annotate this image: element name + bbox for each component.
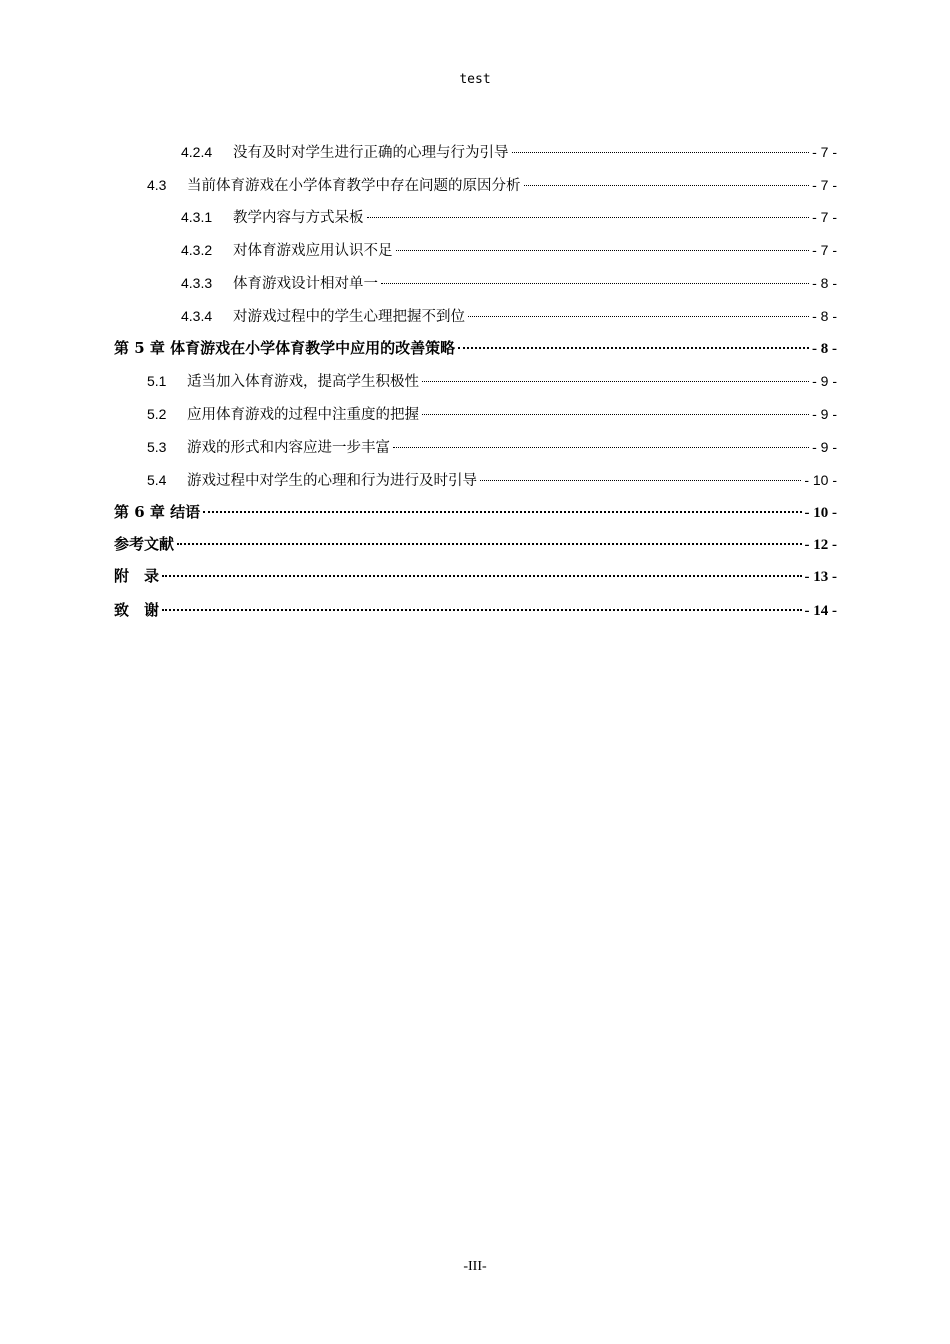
toc-entry-title: 没有及时对学生进行正确的心理与行为引导 <box>233 145 509 161</box>
toc-entry-page: - 9 - <box>812 373 837 389</box>
toc-dot-leader <box>367 217 810 218</box>
toc-entry-title: 第 5 章 体育游戏在小学体育教学中应用的改善策略 <box>114 339 456 357</box>
toc-chapter-entry[interactable] <box>114 565 837 587</box>
toc-chapter-entry[interactable] <box>114 337 837 359</box>
toc-entry[interactable] <box>147 370 837 392</box>
toc-entry[interactable] <box>147 403 837 425</box>
toc-dot-leader <box>162 575 801 577</box>
toc-dot-leader <box>422 381 809 382</box>
page-number: -III- <box>463 1259 487 1274</box>
toc-entry-title: 游戏过程中对学生的心理和行为进行及时引导 <box>187 473 477 489</box>
toc-entry-title: 参考文献 <box>114 535 175 553</box>
toc-entry[interactable] <box>147 469 837 491</box>
toc-dot-leader <box>480 480 801 481</box>
toc-entry-title: 第 6 章 结语 <box>114 503 201 521</box>
toc-dot-leader <box>512 152 810 153</box>
page-header: test <box>459 72 491 87</box>
toc-entry-title: 游戏的形式和内容应进一步丰富 <box>187 440 390 456</box>
toc-entry-page: - 7 - <box>812 144 837 160</box>
toc-entry-page: - 7 - <box>812 209 837 225</box>
toc-chapter-entry[interactable] <box>114 501 837 523</box>
toc-entry[interactable] <box>147 174 837 196</box>
toc-entry[interactable] <box>147 436 837 458</box>
toc-entry-page: - 8 - <box>812 308 837 324</box>
toc-entry-title: 对体育游戏应用认识不足 <box>233 243 393 259</box>
toc-entry-number: 5.1 <box>147 373 167 389</box>
toc-entry-page: - 8 - <box>812 275 837 291</box>
toc-dot-leader <box>393 447 809 448</box>
toc-entry-number: 4.2.4 <box>181 144 213 160</box>
toc-entry-number: 5.2 <box>147 406 167 422</box>
toc-dot-leader <box>162 609 801 611</box>
toc-entry-number: 4.3.4 <box>181 308 213 324</box>
toc-dot-leader <box>177 543 801 545</box>
toc-dot-leader <box>468 316 809 317</box>
toc-entry[interactable] <box>181 206 837 228</box>
toc-entry-number: 5.4 <box>147 472 167 488</box>
toc-entry-title: 体育游戏设计相对单一 <box>233 276 378 292</box>
toc-entry-page: - 13 - <box>804 569 837 585</box>
toc-chapter-entry[interactable] <box>114 533 837 555</box>
toc-entry[interactable] <box>181 272 837 294</box>
toc-entry-page: - 7 - <box>812 177 837 193</box>
toc-entry-page: - 10 - <box>804 472 837 488</box>
toc-entry-title: 致 谢 <box>114 601 160 619</box>
toc-entry-title: 教学内容与方式呆板 <box>233 210 364 226</box>
toc-entry-title: 对游戏过程中的学生心理把握不到位 <box>233 309 465 325</box>
toc-entry-page: - 9 - <box>812 406 837 422</box>
toc-entry-page: - 12 - <box>804 537 837 553</box>
toc-entry-title: 适当加入体育游戏，提高学生积极性 <box>187 374 419 390</box>
toc-dot-leader <box>458 347 809 349</box>
toc-entry-title: 附 录 <box>114 567 160 585</box>
toc-entry-number: 5.3 <box>147 439 167 455</box>
toc-entry[interactable] <box>181 141 837 163</box>
toc-entry-title: 当前体育游戏在小学体育教学中存在问题的原因分析 <box>187 178 521 194</box>
toc-entry[interactable] <box>181 239 837 261</box>
toc-chapter-entry[interactable] <box>114 599 837 621</box>
toc-entry-number: 4.3 <box>147 177 167 193</box>
toc-entry-page: - 7 - <box>812 242 837 258</box>
toc-entry-title: 应用体育游戏的过程中注重度的把握 <box>187 407 419 423</box>
toc-dot-leader <box>203 511 801 513</box>
toc-entry[interactable] <box>181 305 837 327</box>
toc-dot-leader <box>422 414 809 415</box>
toc-entry-page: - 10 - <box>804 505 837 521</box>
toc-entry-page: - 9 - <box>812 439 837 455</box>
toc-dot-leader <box>381 283 809 284</box>
toc-entry-page: - 8 - <box>812 341 837 357</box>
toc-entry-number: 4.3.1 <box>181 209 213 225</box>
toc-entry-number: 4.3.3 <box>181 275 213 291</box>
toc-entry-number: 4.3.2 <box>181 242 213 258</box>
toc-entry-page: - 14 - <box>804 603 837 619</box>
toc-dot-leader <box>396 250 810 251</box>
toc-dot-leader <box>524 185 810 186</box>
